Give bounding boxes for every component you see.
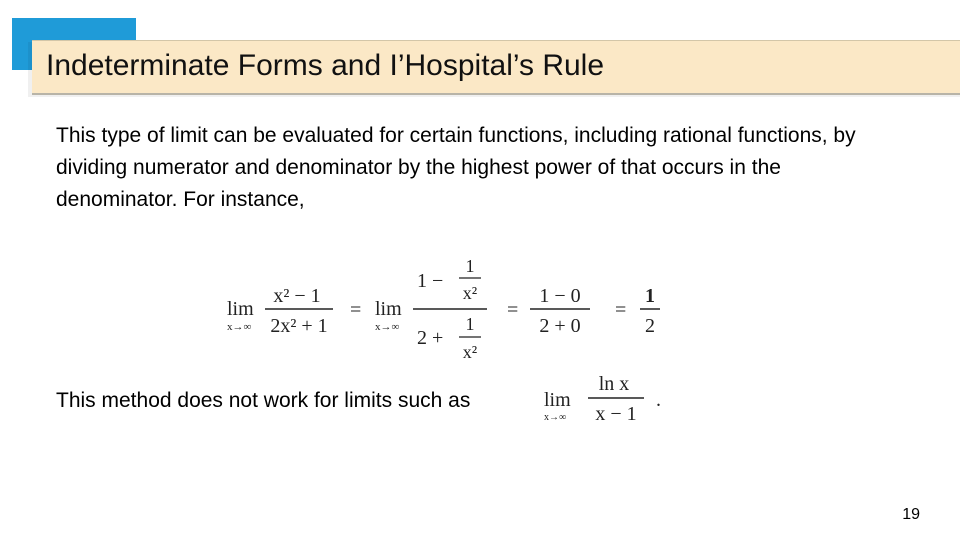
- lim-word-2: lim: [375, 298, 402, 320]
- fraction-3-denominator: 2 + 0: [539, 315, 581, 337]
- bottom-fraction-denominator: x − 1: [595, 403, 637, 425]
- bottom-lim-subscript: x→∞: [544, 412, 567, 423]
- fraction-4-denominator: 2: [645, 315, 655, 337]
- equals-1: =: [350, 299, 362, 321]
- bottom-lim-word: lim: [544, 389, 571, 411]
- fraction-2-den-inner-bottom: x²: [462, 342, 478, 362]
- bottom-limit-expression: [540, 370, 700, 430]
- lim-subscript-2: x→∞: [375, 321, 400, 333]
- fraction-1-denominator: 2x² + 1: [270, 315, 328, 337]
- bottom-fraction-numerator: ln x: [598, 373, 630, 395]
- fraction-2-numerator-lead: 1 −: [417, 270, 444, 292]
- bottom-text: This method does not work for limits such as: [56, 389, 471, 412]
- fraction-2-num-inner-top: 1: [465, 256, 475, 276]
- fraction-3-numerator: 1 − 0: [539, 285, 581, 307]
- slide-title: Indeterminate Forms and I’Hospital’s Rule: [46, 49, 605, 82]
- fraction-4-numerator: 1: [645, 285, 655, 307]
- limit-equation: [225, 252, 665, 372]
- equals-2: =: [507, 299, 519, 321]
- fraction-2-den-inner-top: 1: [465, 314, 475, 334]
- equals-3: =: [615, 299, 627, 321]
- intro-paragraph: This type of limit can be evaluated for certain functions, including rational functions, by dividing numerator and denominator by the highest power of that occurs in the denominator. For instance,: [56, 124, 856, 211]
- lim-word: lim: [227, 298, 254, 320]
- fraction-2-num-inner-bottom: x²: [462, 283, 478, 303]
- fraction-2-denominator-lead: 2 +: [417, 327, 444, 349]
- lim-subscript: x→∞: [227, 321, 252, 333]
- page-number: 19: [902, 506, 920, 523]
- fraction-1-numerator: x² − 1: [273, 285, 321, 307]
- bottom-period: .: [656, 389, 661, 411]
